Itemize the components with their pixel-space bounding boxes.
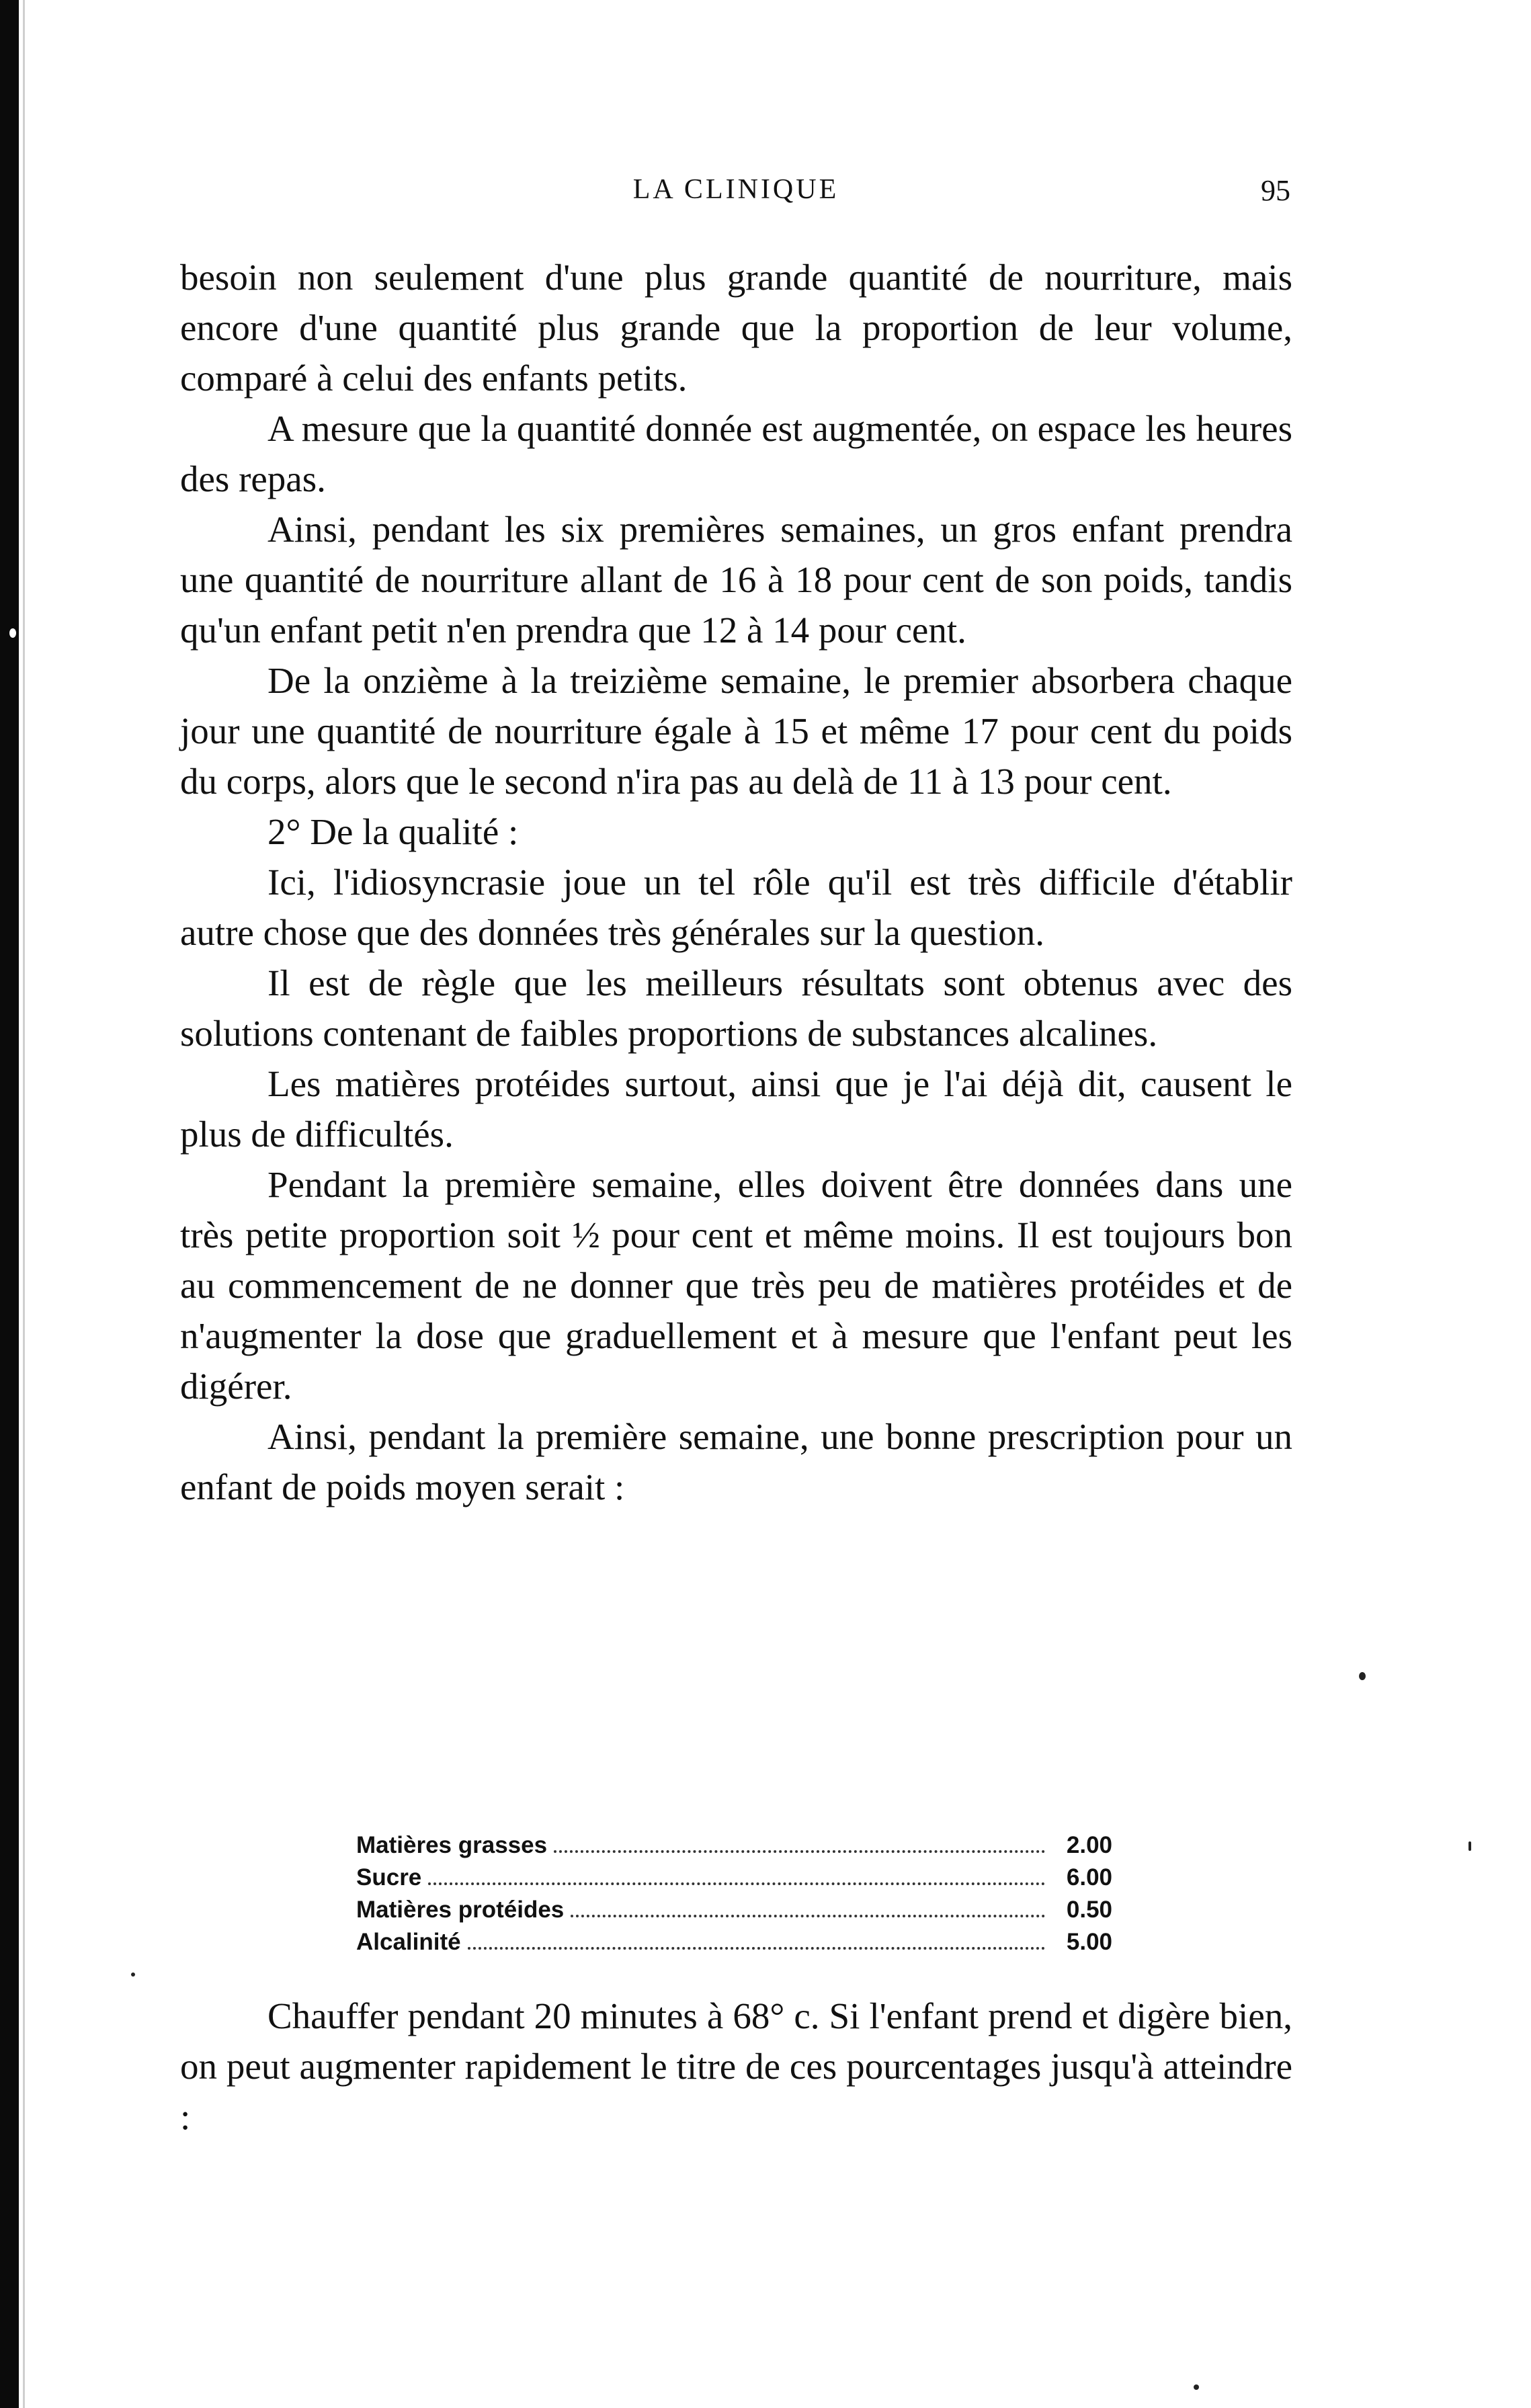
ingredient-name: Sucre bbox=[356, 1864, 422, 1891]
dot-leader bbox=[571, 1915, 1045, 1917]
paragraph: Pendant la première semaine, elles doivent être données dans une très petite proportion soit ½ pour cent et même moins. Il est toujours bon au commencement de ne donner que très peu de matières protéides et de n'augmenter la dose que graduellement et à mesure que l'enfant peut les digérer. bbox=[180, 1164, 1292, 1407]
prescription-row bbox=[356, 1862, 1112, 1894]
ingredient-name: Alcalinité bbox=[356, 1929, 461, 1955]
ingredient-value: 6.00 bbox=[1066, 1864, 1112, 1891]
section-heading: 2° De la qualité : bbox=[267, 811, 519, 852]
dot-leader bbox=[428, 1882, 1045, 1885]
paragraph: De la onzième à la treizième semaine, le premier absorbera chaque jour une quantité de nourriture égale à 15 et même 17 pour cent du poids du corps, alors que le second n'ira pas au delà de 11 à 13 pour cent. bbox=[180, 660, 1292, 802]
scan-speck bbox=[1194, 2384, 1199, 2390]
scan-speck bbox=[1468, 1841, 1471, 1851]
paragraph: Ainsi, pendant la première semaine, une bonne prescription pour un enfant de poids moyen serait : bbox=[180, 1416, 1292, 1507]
ingredient-name: Matières protéides bbox=[356, 1897, 565, 1923]
paragraph: A mesure que la quantité donnée est augmentée, on espace les heures des repas. bbox=[180, 408, 1292, 499]
scan-edge-shadow bbox=[0, 0, 19, 2408]
ingredient-value: 0.50 bbox=[1066, 1897, 1112, 1923]
ingredient-name: Matières grasses bbox=[356, 1832, 548, 1858]
scan-speck bbox=[1359, 1672, 1366, 1680]
scan-speck bbox=[131, 1973, 135, 1977]
dot-leader bbox=[468, 1947, 1045, 1950]
prescription-row bbox=[356, 1926, 1112, 1958]
paragraph: Les matières protéides surtout, ainsi que je l'ai déjà dit, causent le plus de difficultés. bbox=[180, 1063, 1292, 1155]
scan-edge-line bbox=[23, 0, 25, 2408]
prescription-row bbox=[356, 1894, 1112, 1926]
ingredient-value: 5.00 bbox=[1066, 1929, 1112, 1955]
running-title: LA CLINIQUE bbox=[632, 174, 839, 205]
body-text bbox=[180, 252, 1292, 1512]
dot-leader bbox=[554, 1850, 1045, 1853]
closing-text bbox=[180, 1991, 1292, 2142]
paragraph: Chauffer pendant 20 minutes à 68° c. Si l'enfant prend et digère bien, on peut augmenter rapidement le titre de ces pourcentages jusqu'à atteindre : bbox=[180, 1995, 1292, 2137]
paragraph: Il est de règle que les meilleurs résultats sont obtenus avec des solutions contenant de faibles proportions de substances alcalines. bbox=[180, 962, 1292, 1054]
paragraph-continued: besoin non seulement d'une plus grande quantité de nourriture, mais encore d'une quantité plus grande que la proportion de leur volume, comparé à celui des enfants petits. bbox=[180, 257, 1292, 399]
scan-speck bbox=[9, 628, 16, 638]
prescription-table bbox=[356, 1829, 1112, 1958]
paragraph: Ici, l'idiosyncrasie joue un tel rôle qu'il est très difficile d'établir autre chose que des données très générales sur la question. bbox=[180, 862, 1292, 953]
prescription-row bbox=[356, 1829, 1112, 1862]
paragraph: Ainsi, pendant les six premières semaines, un gros enfant prendra une quantité de nourriture allant de 16 à 18 pour cent de son poids, tandis qu'un enfant petit n'en prendra que 12 à 14 pour cent. bbox=[180, 509, 1292, 651]
ingredient-value: 2.00 bbox=[1066, 1832, 1112, 1858]
page-header bbox=[181, 173, 1290, 220]
page-number: 95 bbox=[1261, 174, 1290, 207]
